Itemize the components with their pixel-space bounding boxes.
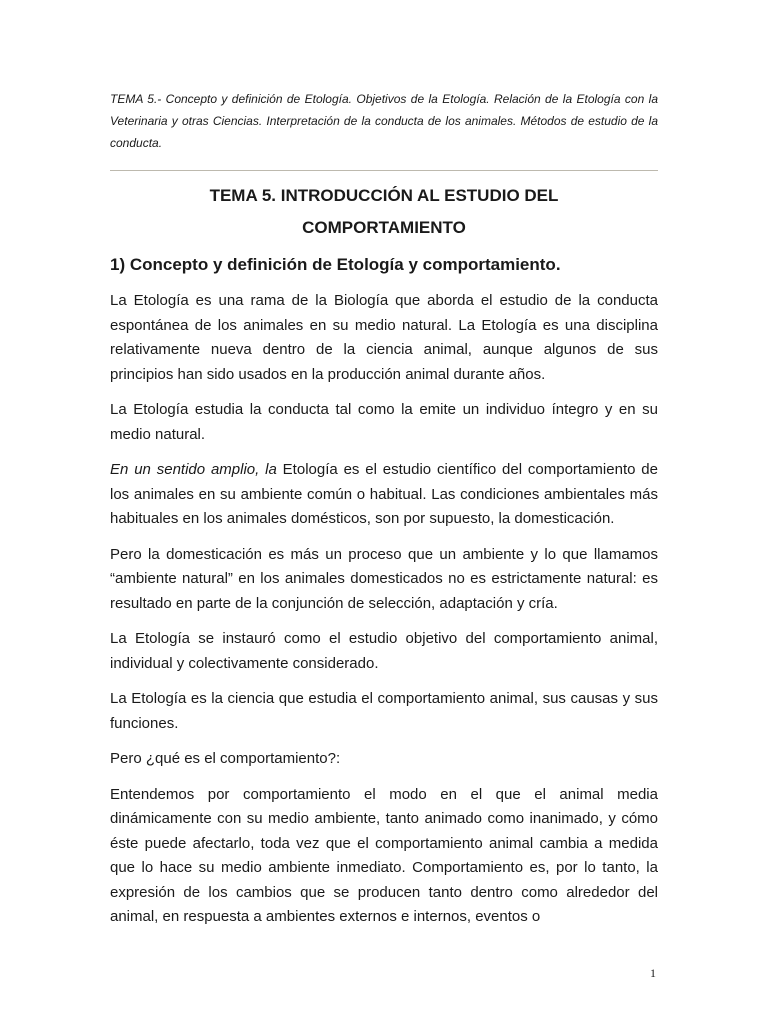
paragraph-7: Pero ¿qué es el comportamiento?:	[110, 750, 341, 767]
main-title	[110, 180, 658, 244]
document-page	[110, 88, 658, 930]
paragraph-3	[110, 458, 658, 532]
page-number: 1	[650, 966, 656, 980]
paragraph-3-italic-lead: En un sentido amplio, la	[110, 461, 277, 478]
paragraph-6: La Etología es la ciencia que estudia el comportamiento animal, sus causas y sus funciones.	[110, 690, 658, 732]
paragraph-8: Entendemos por comportamiento el modo en el que el animal media dinámicamente con su medio ambiente, tanto animado como inanimado, y cómo éste puede afectarlo, toda vez que el comportamiento animal cambia a medida que lo hace su medio ambiente inmediato. Comportamiento es, por lo tanto, la expresión de los cambios que se producen tanto dentro como alrededor del animal, en respuesta a ambientes externos e internos, eventos o	[110, 785, 658, 925]
main-title-line-2: COMPORTAMIENTO	[302, 218, 466, 237]
section-heading: 1) Concepto y definición de Etología y comportamiento.	[110, 255, 561, 274]
paragraph-2: La Etología estudia la conducta tal como la emite un individuo íntegro y en su medio natural.	[110, 401, 658, 443]
main-title-line-1: TEMA 5. INTRODUCCIÓN AL ESTUDIO DEL	[209, 186, 559, 205]
paragraph-4: Pero la domesticación es más un proceso que un ambiente y lo que llamamos “ambiente natural” en los animales domesticados no es estrictamente natural: es resultado en parte de la conjunción de selección, adaptación y cría.	[110, 545, 658, 612]
paragraph-1: La Etología es una rama de la Biología que aborda el estudio de la conducta espontánea de los animales en su medio natural. La Etología es una disciplina relativamente nueva dentro de la ciencia animal, aunque algunos de sus principios han sido usados en la producción animal durante años.	[110, 292, 658, 383]
topic-header-note: TEMA 5.- Concepto y definición de Etología. Objetivos de la Etología. Relación de la Etología con la Veterinaria y otras Ciencias. Interpretación de la conducta de los animales. Métodos de estudio de la conducta.	[110, 92, 658, 150]
header-divider	[110, 170, 658, 171]
paragraph-3-text: Etología es el estudio científico del comportamiento de los animales en su ambiente común o habitual. Las condiciones ambientales más habituales en los animales domésticos, son por supuesto, la domesticación.	[110, 461, 658, 527]
paragraph-5: La Etología se instauró como el estudio objetivo del comportamiento animal, individual y colectivamente considerado.	[110, 630, 658, 672]
